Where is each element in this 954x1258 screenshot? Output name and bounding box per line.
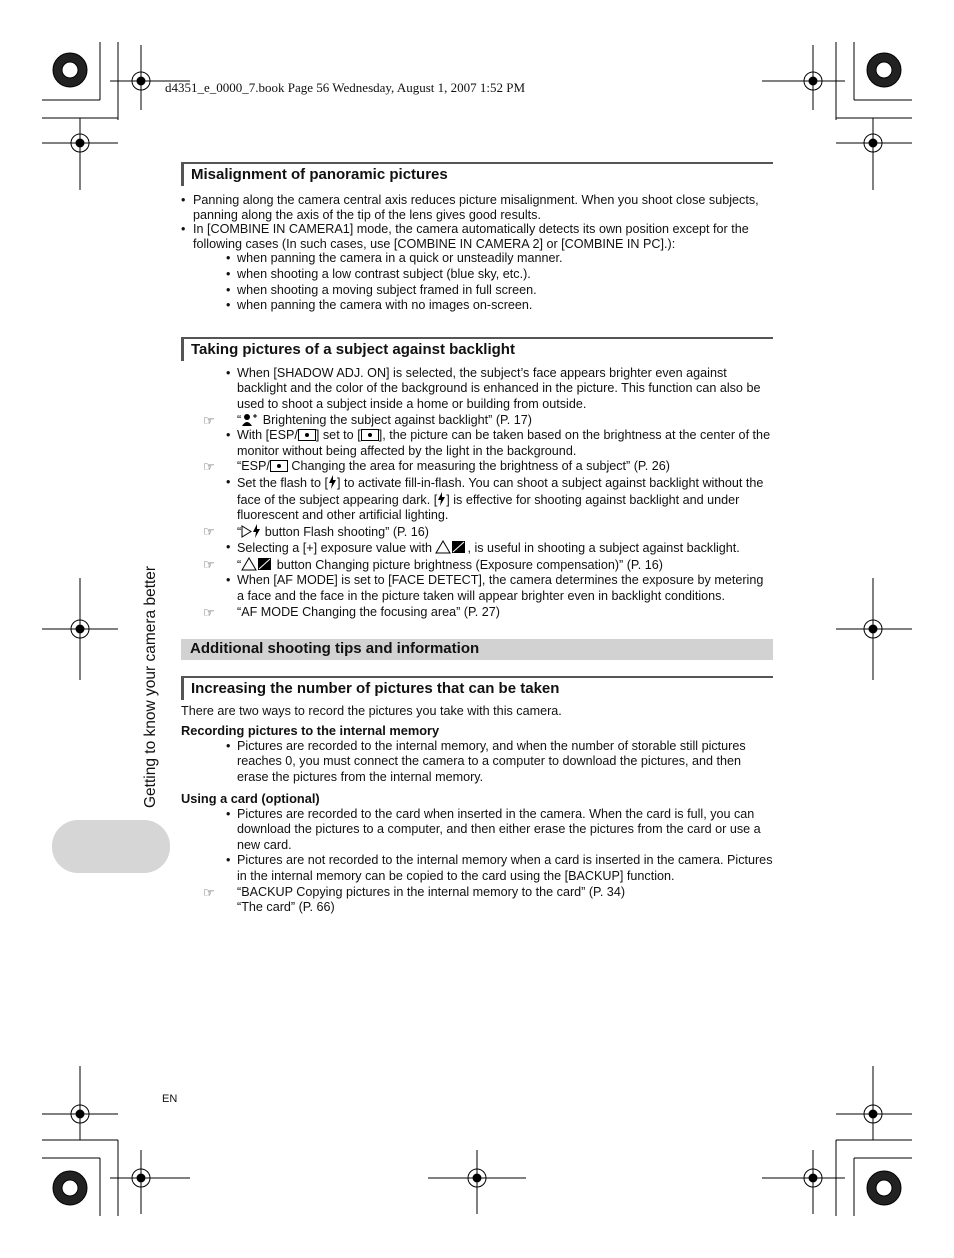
subheading-internal-memory: Recording pictures to the internal memory <box>181 722 440 738</box>
spot-metering-icon <box>270 460 288 472</box>
right-arrow-icon <box>241 525 252 538</box>
list-item: • In [COMBINE IN CAMERA1] mode, the camera automatically detects its own position except for the following cases (In such cases, use [COMBINE IN CAMERA 2] or [COMBINE IN PC].): <box>181 222 773 251</box>
chapter-tab <box>52 820 170 873</box>
section-title-additional: Additional shooting tips and information <box>181 639 773 660</box>
section-title-misalignment: Misalignment of panoramic pictures <box>181 162 773 186</box>
reference-line: ☞ “BACKUP Copying pictures in the internal memory to the card” (P. 34) <box>203 884 626 900</box>
list-item: • When [AF MODE] is set to [FACE DETECT], the camera determines the exposure by metering a face and the face in the picture taken will appear brighter even in backlight conditions. <box>181 573 773 604</box>
page-content <box>181 162 773 916</box>
exposure-compensation-icon <box>241 557 273 571</box>
exposure-compensation-icon <box>435 540 467 554</box>
list-item: • Pictures are recorded to the card when inserted in the camera. When the card is full, you can download the pictures to a computer, and then either erase the pictures from the card or use a new card. <box>181 807 773 854</box>
pointing-hand-icon: ☞ <box>203 556 215 572</box>
list-item: • When [SHADOW ADJ. ON] is selected, the subject’s face appears brighter even against backlight and the color of the background is enhanced in the picture. This function can also be used to shoot a subject inside a home or building from outside. <box>181 366 773 413</box>
list-item: • when shooting a low contrast subject (blue sky, etc.). <box>181 267 773 283</box>
pointing-hand-icon: ☞ <box>203 523 215 539</box>
pointing-hand-icon: ☞ <box>203 884 215 900</box>
pointing-hand-icon: ☞ <box>203 604 215 620</box>
reference-line: ☞ “ button Flash shooting” (P. 16) <box>203 523 429 539</box>
list-item: • Selecting a [+] exposure value with , is useful in shooting a subject against backlight. <box>181 540 773 557</box>
spot-metering-icon <box>361 429 379 441</box>
section-title-backlight: Taking pictures of a subject against backlight <box>181 337 773 361</box>
list-item: • when shooting a moving subject framed in full screen. <box>181 283 773 299</box>
spot-metering-icon <box>298 429 316 441</box>
language-code: EN <box>162 1093 178 1105</box>
list-item: • Panning along the camera central axis reduces picture misalignment. When you shoot close subjects, panning along the axis of the tip of the lens gives good results. <box>181 193 773 222</box>
pointing-hand-icon: ☞ <box>203 412 215 428</box>
book-slug-header: d4351_e_0000_7.book Page 56 Wednesday, August 1, 2007 1:52 PM <box>165 80 526 95</box>
reference-line: ☞ “AF MODE Changing the focusing area” (P. 27) <box>203 604 500 620</box>
flash-icon <box>252 524 261 538</box>
reference-line: ☞ “ESP/ Changing the area for measuring the brightness of a subject” (P. 26) <box>203 459 670 475</box>
section-title-increasing: Increasing the number of pictures that can be taken <box>181 676 773 700</box>
shadow-adj-icon <box>241 413 259 426</box>
list-item: • when panning the camera with no images on-screen. <box>181 298 773 314</box>
pointing-hand-icon: ☞ <box>203 459 215 475</box>
list-item: • Pictures are not recorded to the internal memory when a card is inserted in the camera. Pictures in the internal memory can be copied to the card using the [BACKUP] function. <box>181 853 773 884</box>
list-item: • With [ESP/ ] set to [ ], the picture can be taken based on the brightness at the center of the monitor without being affected by the light in the background. <box>181 428 773 459</box>
list-item: • Set the flash to [ ] to activate fill-in-flash. You can shoot a subject against backlight without the face of the subject appearing dark. [ ] is effective for shooting against backlight and under fluorescent and other artificial lighting. <box>181 475 773 524</box>
chapter-side-label: Getting to know your camera better <box>142 565 159 808</box>
reference-line: “The card” (P. 66) <box>237 900 335 915</box>
reference-line: ☞ “ Brightening the subject against backlight” (P. 17) <box>203 412 532 428</box>
flash-icon <box>437 492 446 506</box>
subheading-card: Using a card (optional) <box>181 790 320 806</box>
flash-icon <box>328 475 337 489</box>
list-item: • when panning the camera in a quick or unsteadily manner. <box>181 251 773 267</box>
intro-text: There are two ways to record the pictures you take with this camera. <box>181 704 562 719</box>
reference-line: ☞ “ button Changing picture brightness (Exposure compensation)” (P. 16) <box>203 556 663 572</box>
list-item: • Pictures are recorded to the internal memory, and when the number of storable still pictures reaches 0, you must connect the camera to a computer to download the pictures, and then erase the pictures from the internal memory. <box>181 739 773 786</box>
